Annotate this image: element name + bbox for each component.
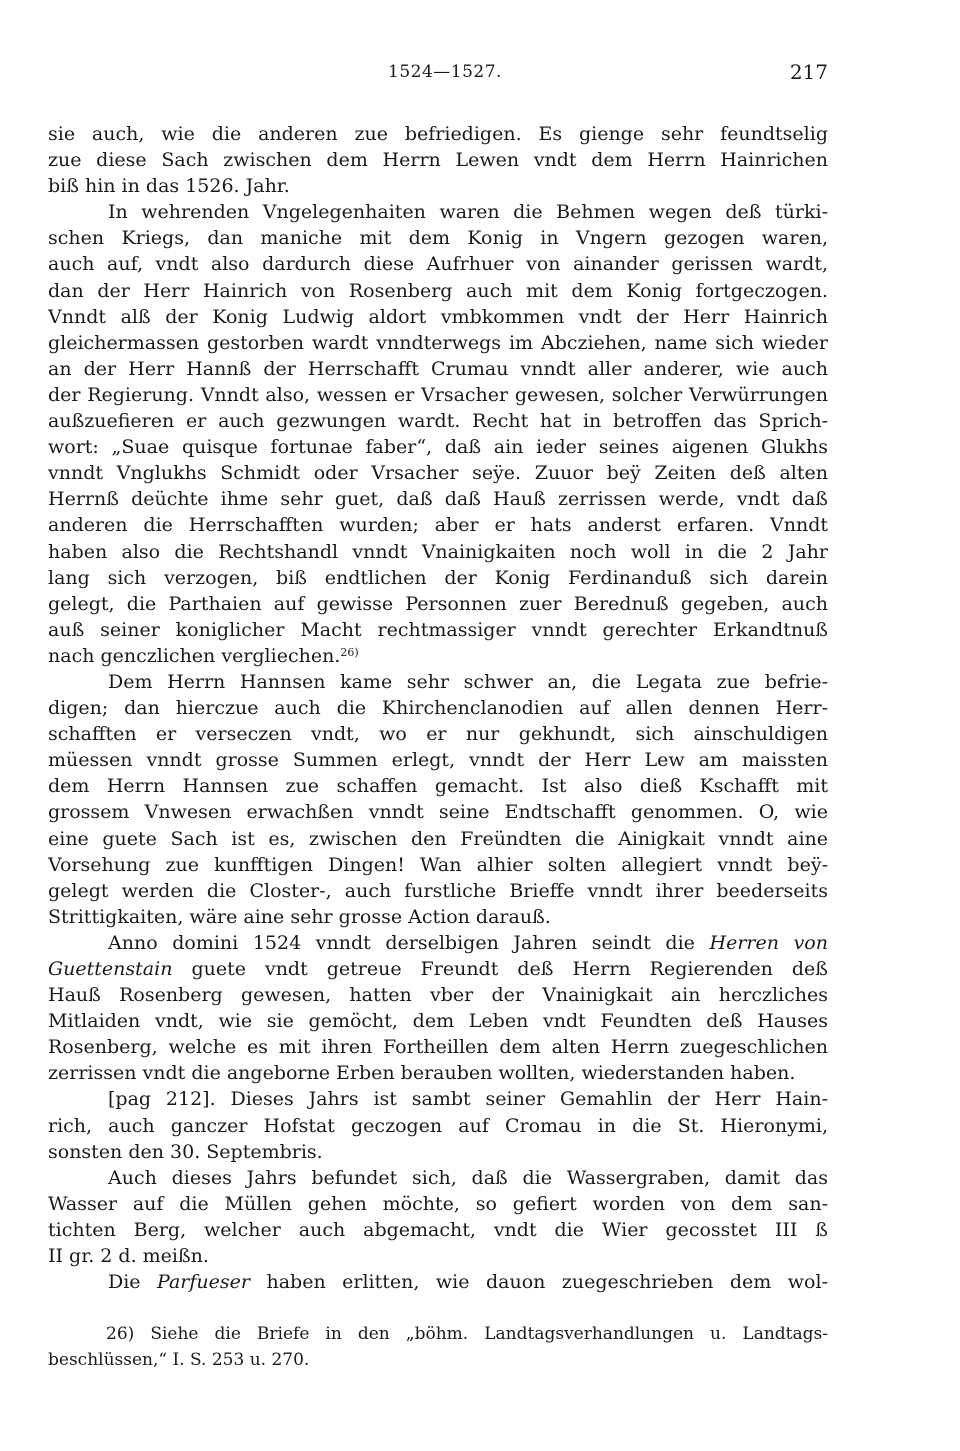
text-line-with-footnote-ref [48,643,828,669]
text-line-with-italic [48,930,828,956]
text-line: zerrissen vndt die angeborne Erben berauben wollten, wiederstanden haben. [48,1062,796,1085]
text-line: außzuefieren er auch gezwungen wardt. Recht hat in betroffen das Sprich- [48,410,828,433]
running-head: 1524—1527. [388,62,502,82]
text-line: In wehrenden Vngelegenhaiten waren die Behmen wegen deß türki- [108,201,828,224]
footnote-line [48,1321,828,1347]
text-line: auß seiner koniglicher Macht rechtmassiger vnndt gerechter Erkandtnuß [48,618,828,641]
text-segment: haben erlitten, wie dauon zuegeschrieben dem wol- [266,1271,828,1294]
text-line: [pag 212]. Dieses Jahrs ist sambt seiner Gemahlin der Herr Hain- [108,1088,828,1111]
text-line: dem Herrn Hannsen zue schaffen gemacht. Ist also dieß Kschafft mit [48,775,828,798]
italic-name: Guettenstain [48,958,173,980]
text-line: schafften er verseczen vndt, wo er nur gekhundt, sich ainschuldigen [48,723,828,746]
page-header [48,60,828,90]
text-line: Wasser auf die Müllen gehen möchte, so gefiert worden von dem san- [48,1192,828,1215]
body-text [48,121,828,1295]
text-line: Vorsehung zue kunfftigen Dingen! Wan alhier solten allegiert vnndt beÿ- [48,853,828,876]
footnotes [48,1321,828,1373]
text-line: Hauß Rosenberg gewesen, hatten vber der Vnainigkait ain herczliches [48,984,828,1007]
text-line: Herrnß deüchte ihme sehr guet, daß daß Hauß zerrissen werde, vndt daß [48,488,828,511]
text-line: müessen vnndt grosse Summen erlegt, vnndt der Herr Lew am maissten [48,749,828,772]
text-segment: guete vndt getreue Freundt deß Herrn Regierenden deß [191,958,828,980]
text-line: Rosenberg, welche es mit ihren Fortheillen dem alten Herrn zuegeschlichen [48,1036,828,1059]
text-line-with-italic [48,1269,828,1295]
text-line: gelegt werden die Closter-, auch furstliche Brieffe vnndt ihrer beederseits [48,879,828,902]
text-line: zue diese Sach zwischen dem Herrn Lewen vndt dem Herrn Hainrichen [48,149,828,172]
text-line: eine guete Sach ist es, zwischen den Freündten die Ainigkait vnndt aine [48,827,828,850]
footnote-reference: 26) [340,645,359,659]
text-line: auch auf, vndt also dardurch diese Aufrhuer von ainander gerissen wardt, [48,253,828,276]
text-line: gleichermassen gestorben wardt vnndterwegs im Abcziehen, name sich wieder [48,331,828,354]
text-line: anderen die Herrschafften wurden; aber er hats anderst erfaren. Vnndt [48,514,828,537]
italic-name: Herren von [709,931,828,954]
text-line: rich, auch ganczer Hofstat geczogen auf Cromau in die St. Hieronymi, [48,1114,828,1137]
text-line: Auch dieses Jahrs befundet sich, daß die Wassergraben, damit das [108,1166,828,1189]
text-line-with-italic [48,956,828,982]
footnote-marker: 26) [106,1324,135,1344]
text-line: II gr. 2 d. meißn. [48,1245,209,1268]
text-line: der Regierung. Vnndt also, wessen er Vrsacher gewesen, solcher Verwürrungen [48,383,828,406]
text-line: Vnndt alß der Konig Ludwig aldort vmbkommen vndt der Herr Hainrich [48,305,828,328]
text-line: dan der Herr Hainrich von Rosenberg auch mit dem Konig fortgeczogen. [48,279,828,302]
text-line: grossem Vnwesen erwachßen vnndt seine Endtschafft genommen. O, wie [48,801,828,824]
footnote-text: Siehe die Briefe in den „böhm. Landtagsverhandlungen u. Landtags- [150,1324,828,1344]
text-line: sie auch, wie die anderen zue befriedigen. Es gienge sehr feundtselig [48,123,828,145]
text-line: haben also die Rechtshandl vnndt Vnainigkaiten noch woll in die 2 Jahr [48,540,828,563]
text-segment: nach genczlichen vergliechen. [48,644,341,667]
text-line: schen Kriegs, dan maniche mit dem Konig in Vngern gezogen waren, [48,227,828,250]
text-line: Dem Herrn Hannsen kame sehr schwer an, die Legata zue befrie- [108,670,828,693]
text-line: vnndt Vnglukhs Schmidt oder Vrsacher seÿe. Zuuor beÿ Zeiten deß alten [48,462,828,485]
text-segment: Anno domini 1524 vnndt derselbigen Jahren seindt die [108,931,695,954]
italic-name: Parfueser [157,1271,250,1294]
text-line: digen; dan hierczue auch die Khirchenclanodien auf allen dennen Herr- [48,697,828,720]
text-line: tichten Berg, welcher auch abgemacht, vndt die Wier gecosstet III ß [48,1218,828,1241]
text-line: biß hin in das 1526. Jahr. [48,175,290,198]
text-line: lang sich verzogen, biß endtlichen der Konig Ferdinanduß sich darein [48,566,828,589]
footnote-line: beschlüssen,“ I. S. 253 u. 270. [48,1350,310,1370]
text-line: gelegt, die Parthaien auf gewisse Personnen zuer Berednuß gegeben, auch [48,592,828,615]
text-segment: Die [108,1271,141,1294]
text-line: wort: „Suae quisque fortunae faber“, daß ain ieder seines aigenen Glukhs [48,436,828,459]
text-line: sonsten den 30. Septembris. [48,1140,323,1163]
page-number: 217 [789,60,828,84]
text-line: an der Herr Hannß der Herrschafft Crumau vnndt aller anderer, wie auch [48,357,828,380]
text-line: Strittigkaiten, wäre aine sehr grosse Action darauß. [48,905,551,928]
text-line: Mitlaiden vndt, wie sie gemöcht, dem Leben vndt Feundten deß Hauses [48,1010,828,1033]
